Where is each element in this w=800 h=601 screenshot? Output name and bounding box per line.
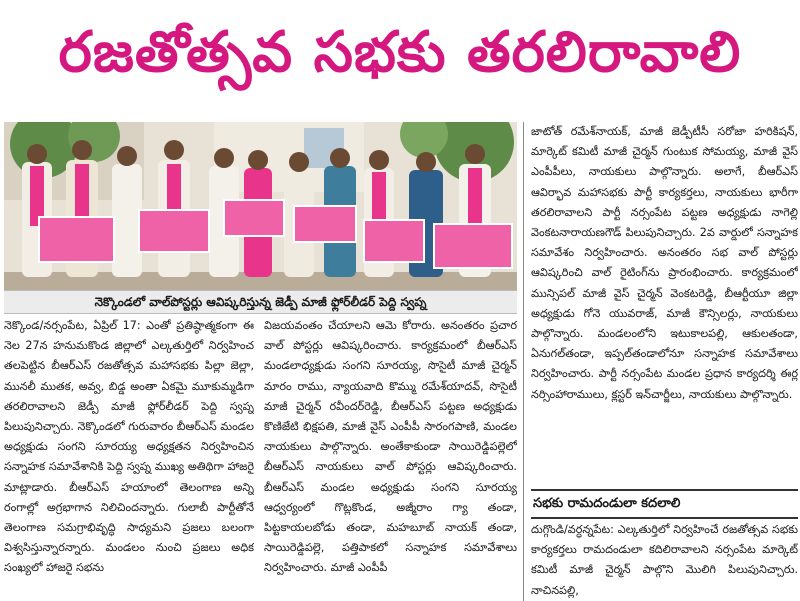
article-paragraph: జాటోత్ రమేశ్‌నాయక్, మాజీ జెడ్పీటీసీ సరోజా హరికిషన్, మార్కెట్ కమిటీ మాజీ చైర్మన్ గుంటుక సోమయ్య, మాజీ వైస్ ఎంపీపీలు, నాయకులు పాల్గొన్నారు. అలాగే, బీఆర్ఎస్ ఆవిర్భావ మహాసభకు పార్టీ కార్యకర్తలు, నాయకులు భారీగా తరలిరావాలని పార్టీ నర్సంపేట పట్టణ అధ్యక్షుడు నాగెల్లి వెంకటనారాయణగౌడ్ పిలుపునిచ్చారు. 2వ వార్డులో సన్నాహక సమావేశం నిర్వహించారు. అనంతరం సభ వాల్ పోస్టర్లు ఆవిష్కరించి వాల్ రైటింగ్‌ను ప్రారంభించారు. కార్యక్రమంలో మున్సిపల్ మాజీ వైస్ చైర్మన్ వెంకటరెడ్డి, బీఆర్టీయూ జిల్లా అధ్యక్షుడు గోనె యువరాజ్, మాజీ కౌన్సిలర్లు, నాయకులు పాల్గొన్నారు. మండలంలోని ఇటుకాలపల్లి, ఆకులతండా, ఏనుగల్‌తండా, ఇప్పల్‌తండాలోనూ సన్నాహక సమావేశాలు నిర్వహించారు. పార్టీ నర్సంపేట మండల ప్రధాన కార్యదర్శి ఈర్ల నర్సింహారాములు, క్లస్టర్ ఇన్‌చార్జీలు, నాయకులు పాల్గొన్నారు. (531, 125, 798, 401)
article-paragraph: దుగ్గొండి/వర్ధన్నపేట: ఎల్కతుర్తిలో నిర్వహించే రజతోత్సవ సభకు కార్యకర్తలు రామదండులా కదిలిరావాలని నర్సంపేట మార్కెట్ కమిటీ మాజీ చైర్మన్ పాల్గొని మొలిగి పిలుపునిచ్చారు. నాచినపల్లి, (531, 523, 798, 597)
column-rule (523, 122, 524, 601)
subheading: సభకు రామదండులా కదలాలి (533, 496, 681, 511)
article-column-3-continued (531, 520, 798, 601)
photo-caption: నెక్కొండలో వాల్‌పోస్టర్లు ఆవిష్కరిస్తున్న జెడ్పీ మాజీ ఫ్లోర్‌లీడర్ పెద్ది స్వప్న (4, 290, 517, 314)
article-column-3 (531, 122, 798, 484)
headline: రజతోత్సవ సభకు తరలిరావాలి (58, 19, 742, 85)
news-photo (4, 122, 517, 290)
article-paragraph: నెక్కొండ/నర్సంపేట, ఏప్రిల్ 17: ఎంతో ప్రతిష్ఠాత్మకంగా ఈ నెల 27న హనుమకొండ జిల్లాలో ఎల్కతుర్తిలో నిర్వహించ తలపెట్టిన బీఆర్ఎస్ రజతోత్సవ మహాసభకు పిల్లా జెల్లా, మునలీ ముతక, అవ్వ, బిడ్డ అంతా ఏకమై మూకుమ్మడిగా తరలిరావాలని జెడ్పీ మాజీ ఫ్లోర్‌లీడర్ పెద్ది స్వప్న పిలుపునిచ్చారు. నెక్కొండలో గురువారం బీఆర్ఎస్ మండల అధ్యక్షుడు సంగని సూరయ్య అధ్యక్షతన నిర్వహించిన సన్నాహక సమావేశానికి పెద్ది స్వప్న ముఖ్య అతిథిగా హాజరై మాట్లాడారు. బీఆర్ఎస్ హయాంలో తెలంగాణ అన్ని రంగాల్లో అగ్రభాగాన నిలిచిందన్నారు. గులాబీ పార్టీతోనే తెలంగాణ సమగ్రాభివృద్ధి సాధ్యమని ప్రజలు బలంగా విశ్వసిస్తున్నారన్నారు. మండలం నుంచి ప్రజలు అధిక సంఖ్యలో హాజరై సభను (4, 319, 254, 575)
article-column-2 (264, 316, 517, 601)
subheading-box (531, 489, 798, 519)
article-column-1 (4, 316, 254, 601)
article-paragraph: విజయవంతం చేయాలని ఆమె కోరారు. అనంతరం ప్రచార వాల్ పోస్టర్లు ఆవిష్కరించారు. కార్యక్రమంలో బీఆర్ఎస్ మండలాధ్యక్షుడు సంగని సూరయ్య, సొసైటీ మాజీ చైర్మన్ మారం రాము, న్యాయవాది కొమ్ము రమేశ్‌యాదవ్, సొసైటీ మాజీ చైర్మన్ రవీందర్‌రెడ్డి, బీఆర్ఎస్ పట్టణ అధ్యక్షుడు కొణిజేటి భిక్షపతి, మాజీ వైస్ ఎంపీపీ సారంగపాణి, మండల నాయకులు పాల్గొన్నారు. అంతేకాకుండా సాయిరెడ్డిపల్లెలో బీఆర్ఎస్ నాయకులు వాల్ పోస్టర్లు ఆవిష్కరించారు. బీఆర్ఎస్ మండల అధ్యక్షుడు సంగని సూరయ్య ఆధ్వర్యంలో గొట్లకొండ, అజ్మీరాం గ్యా తండా, పిట్టకాయలబోడు తండా, మహబూబ్ నాయక్ తండా, సాయిరెడ్డిపల్లె, పత్తిపాకలో సన్నాహక సమావేశాలు నిర్వహించారు. మాజీ ఎంపీపీ (264, 319, 517, 575)
